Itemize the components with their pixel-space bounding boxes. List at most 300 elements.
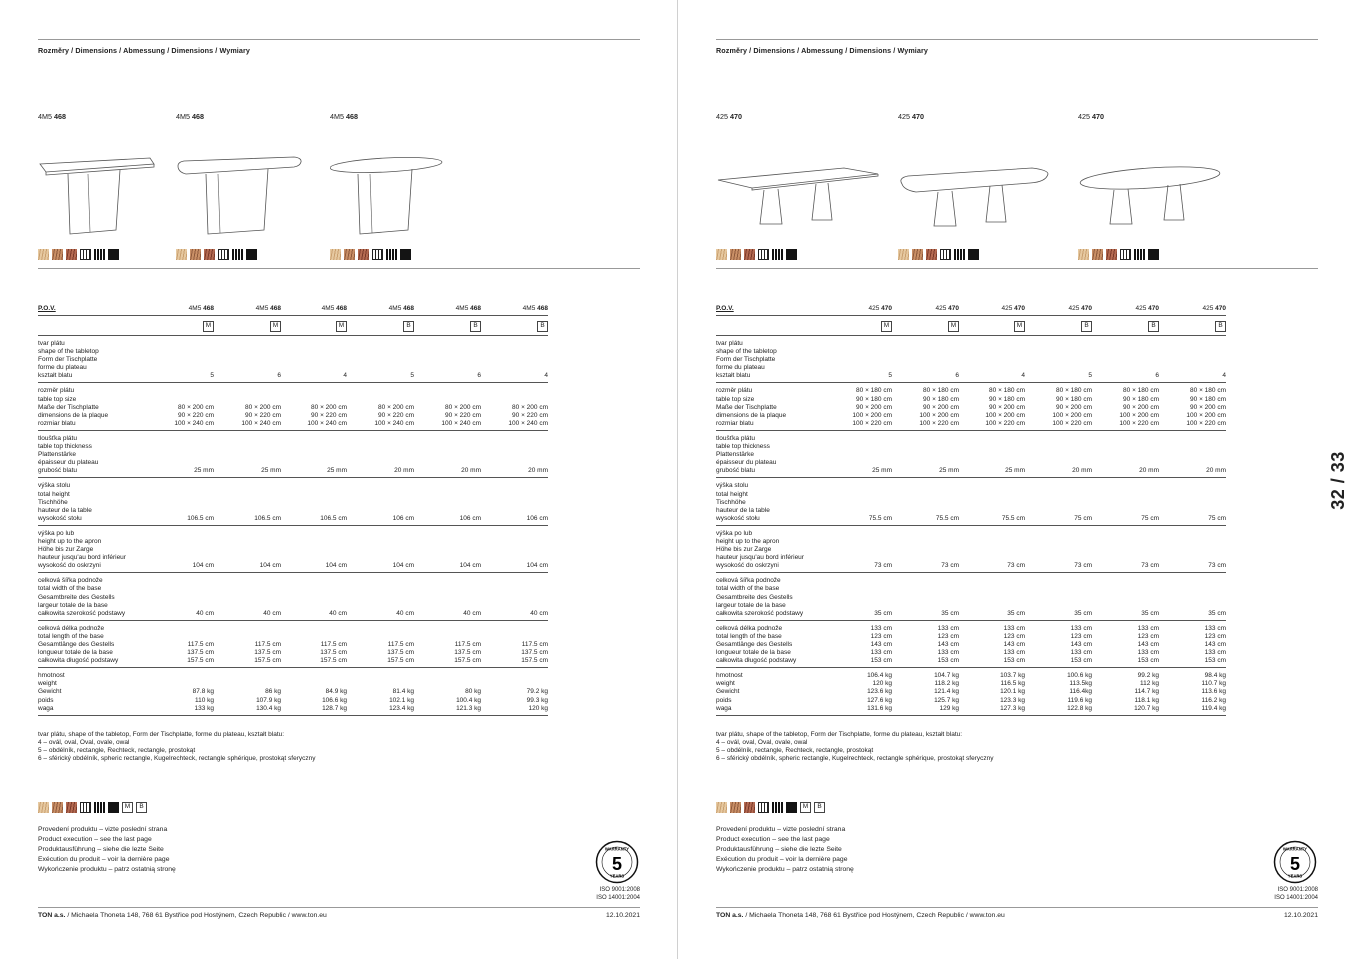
company-name: TON a.s.: [38, 912, 66, 919]
spec-value: 116.2 kg: [1201, 696, 1226, 704]
spec-header-row: [38, 302, 548, 316]
spec-value: 73 cm: [1007, 562, 1025, 570]
spec-value: 84.9 kg: [325, 688, 347, 696]
footnote-line: 4 – ovál, oval, Oval, ovale, owal: [716, 739, 808, 746]
spec-value: 157.5 cm: [187, 657, 214, 665]
spec-value: 112 kg: [1139, 680, 1159, 688]
spec-label: total width of the base: [38, 585, 102, 593]
spec-value: 103.7 kg: [1000, 672, 1025, 680]
spec-label: longueur totale de la base: [716, 649, 791, 657]
spec-value: 6: [955, 372, 959, 380]
spec-value: 106 cm: [392, 514, 414, 522]
spec-value: 104.7 kg: [934, 672, 959, 680]
spec-label: épaisseur du plateau: [716, 459, 777, 467]
spec-label: longueur totale de la base: [38, 649, 113, 657]
model-column-header: 4M5 468: [522, 305, 548, 312]
spec-value: 99.2 kg: [1137, 672, 1159, 680]
spec-value: 80 × 180 cm: [856, 387, 892, 395]
spec-value: 123 cm: [1204, 632, 1226, 640]
spec-value-cell: [468, 372, 548, 380]
badge-m: M: [122, 802, 133, 813]
svg-text:YEARS: YEARS: [609, 873, 625, 879]
spec-value: 153 cm: [870, 657, 892, 665]
spec-value: 121.4 kg: [934, 688, 959, 696]
spec-value: 100 × 240 cm: [241, 419, 281, 427]
spec-value: 80 × 200 cm: [178, 403, 214, 411]
spec-label: výška po lub: [716, 529, 753, 537]
variant-badge: B: [1081, 321, 1092, 332]
bottom-rule: [716, 907, 1318, 908]
spec-value: 25 mm: [261, 467, 281, 475]
spec-value: 143 cm: [1204, 641, 1226, 648]
oak-swatch: [898, 249, 909, 260]
spec-value: 107.9 kg: [256, 696, 281, 704]
spec-value: 4: [544, 372, 548, 380]
spec-value: 117.5 cm: [521, 641, 548, 648]
spec-value: 133 cm: [1003, 649, 1025, 657]
spec-value: 121.3 kg: [456, 704, 481, 712]
iso-line: ISO 14001:2004: [596, 894, 640, 901]
company-address: / Michaela Thoneta 148, 768 61 Bystřice pod Hostýnem, Czech Republic / www.ton.eu: [743, 912, 1005, 919]
spec-value: 100 × 240 cm: [174, 419, 214, 427]
finish-swatches: [330, 249, 411, 260]
spec-row: [716, 573, 1226, 620]
spec-value: 104 cm: [192, 562, 214, 570]
spec-label: kształt blatu: [38, 372, 73, 380]
spec-header-row: [716, 302, 1226, 316]
spec-value: 75 cm: [1074, 514, 1092, 522]
spec-row: [716, 526, 1226, 573]
cherry-swatch: [66, 802, 77, 813]
spec-value: 104 cm: [459, 562, 481, 570]
oak-swatch: [176, 249, 187, 260]
spec-value-cell: [468, 562, 548, 570]
spec-value: 20 mm: [461, 467, 481, 475]
spec-value: 20 mm: [1072, 467, 1092, 475]
spec-value: 90 × 200 cm: [989, 403, 1025, 411]
spec-label: výška stolu: [716, 482, 749, 490]
spec-value: 133 cm: [937, 649, 959, 657]
spec-label: całkowita szerokość podstawy: [716, 609, 804, 617]
spec-value: 123 cm: [1137, 632, 1159, 640]
model-label: 425 470: [1078, 112, 1104, 121]
spec-value: 113.5kg: [1069, 680, 1092, 688]
model-column-header: 4M5 468: [388, 305, 414, 312]
spec-value-cell: [1146, 467, 1226, 475]
spec-value: 117.5 cm: [454, 641, 481, 648]
company-address: / Michaela Thoneta 148, 768 61 Bystřice pod Hostýnem, Czech Republic / www.ton.eu: [65, 912, 327, 919]
spec-value: 143 cm: [1070, 641, 1092, 648]
black-stripe-swatch: [232, 249, 243, 260]
black-stripe-swatch: [1134, 249, 1145, 260]
spec-label: total length of the base: [716, 632, 782, 640]
spec-value: 90 × 220 cm: [245, 411, 281, 419]
cherry-swatch: [744, 249, 755, 260]
spec-table: [716, 302, 1226, 716]
walnut-swatch: [344, 249, 355, 260]
white-swatch: [372, 249, 383, 260]
spec-value: 118.1 kg: [1134, 696, 1159, 704]
spec-value: 133 cm: [1003, 624, 1025, 632]
spec-row: [716, 478, 1226, 525]
spec-value: 120 kg: [872, 680, 892, 688]
spec-value: 73 cm: [941, 562, 959, 570]
spec-label: wysokość do oskrzyni: [38, 562, 101, 570]
section-rule: [38, 268, 640, 269]
spec-value: 100 × 240 cm: [307, 419, 347, 427]
spec-value: 104 cm: [392, 562, 414, 570]
spec-value: 114.7 kg: [1134, 688, 1159, 696]
spec-value: 40 cm: [329, 609, 347, 617]
model-column-header: 425 470: [1068, 305, 1092, 312]
spec-value-cell: [468, 688, 548, 712]
spec-value: 133 cm: [870, 624, 892, 632]
spec-value: 157.5 cm: [454, 657, 481, 665]
spec-value: 80 × 200 cm: [311, 403, 347, 411]
model-label: 425 470: [716, 112, 742, 121]
spec-value: 123 cm: [1003, 632, 1025, 640]
black-stripe-swatch: [772, 802, 783, 813]
spec-label: výška stolu: [38, 482, 71, 490]
spec-value: 137.5 cm: [254, 649, 281, 657]
variant-badge: M: [336, 321, 347, 332]
oak-swatch: [716, 802, 727, 813]
spec-value: 157.5 cm: [521, 657, 548, 665]
footnote-line: tvar plátu, shape of the tabletop, Form der Tischplatte, forme du plateau, kształt blatu:: [716, 731, 963, 738]
spec-value: 123 cm: [937, 632, 959, 640]
spec-value: 104 cm: [259, 562, 281, 570]
spec-value: 100 × 220 cm: [1052, 419, 1092, 427]
spec-value: 87.8 kg: [192, 688, 214, 696]
oak-swatch: [38, 249, 49, 260]
cherry-swatch: [926, 249, 937, 260]
spec-label: tloušťka plátu: [716, 434, 755, 442]
spec-label: celková šířka podnože: [38, 577, 103, 585]
white-swatch: [1120, 249, 1131, 260]
spec-value: 116.4kg: [1069, 688, 1092, 696]
spec-value: 90 × 220 cm: [311, 411, 347, 419]
walnut-swatch: [912, 249, 923, 260]
spec-value: 157.5 cm: [254, 657, 281, 665]
exec-line: Provedení produktu – vizte poslední strana: [716, 826, 846, 833]
variant-badge: B: [1148, 321, 1159, 332]
spec-value: 80 × 180 cm: [1190, 387, 1226, 395]
spec-row: [38, 478, 548, 525]
document-date: 12.10.2021: [605, 912, 640, 919]
variant-badge: M: [203, 321, 214, 332]
spec-label: Gesamtlänge des Gestells: [38, 641, 115, 648]
svg-text:5: 5: [611, 854, 623, 874]
spec-value: 90 × 180 cm: [923, 395, 959, 403]
spec-value: 100 × 200 cm: [1186, 411, 1226, 419]
spec-label: forme du plateau: [716, 364, 765, 372]
variant-badge: B: [537, 321, 548, 332]
exec-line: Wykończenie produktu – patrz ostatnią stronę: [716, 866, 854, 873]
spec-value: 80 × 180 cm: [1123, 387, 1159, 395]
black-swatch: [1148, 249, 1159, 260]
spec-label: table top size: [38, 395, 77, 403]
spec-value: 130.4 kg: [256, 704, 281, 712]
oak-swatch: [330, 249, 341, 260]
spec-value: 90 × 200 cm: [923, 403, 959, 411]
spec-value: 137.5 cm: [521, 649, 548, 657]
spec-label: dimensions de la plaque: [716, 411, 787, 419]
spec-table: [38, 302, 548, 716]
spec-value: 131.6 kg: [867, 704, 892, 712]
spec-value: 153 cm: [1003, 657, 1025, 665]
spec-label: hmotnost: [716, 672, 743, 680]
spec-value: 5: [210, 372, 214, 380]
section-rule: [716, 268, 1318, 269]
svg-text:WARRANTY: WARRANTY: [604, 846, 630, 852]
spec-label: Gesamtbreite des Gestells: [38, 593, 115, 601]
spec-value: 106 cm: [526, 514, 548, 522]
spec-value: 86 kg: [265, 688, 281, 696]
spec-value: 98.4 kg: [1204, 672, 1226, 680]
model-column-header: 4M5 468: [321, 305, 347, 312]
warranty-seal-icon: [595, 840, 639, 884]
white-swatch: [80, 249, 91, 260]
spec-value: 106 cm: [459, 514, 481, 522]
spec-row: [38, 526, 548, 573]
spec-label: celková délka podnože: [38, 624, 105, 632]
variant-badge: M: [1014, 321, 1025, 332]
spec-value: 25 mm: [194, 467, 214, 475]
model-column-header: 425 470: [1135, 305, 1159, 312]
spec-value: 143 cm: [937, 641, 959, 648]
walnut-swatch: [190, 249, 201, 260]
variant-badge: B: [403, 321, 414, 332]
spec-label: Maße der Tischplatte: [38, 403, 99, 411]
spec-value: 90 × 180 cm: [1056, 395, 1092, 403]
spec-label: shape of the tabletop: [38, 348, 99, 356]
spec-label: Gewicht: [38, 688, 62, 696]
spec-value: 35 cm: [1007, 609, 1025, 617]
spec-value: 127.6 kg: [867, 696, 892, 704]
execution-note: [38, 825, 176, 875]
spec-value: 133 kg: [194, 704, 214, 712]
spec-label: Tischhöhe: [38, 498, 68, 506]
spec-value: 75 cm: [1208, 514, 1226, 522]
model-column-header: 425 470: [1001, 305, 1025, 312]
model-column-header: 425 470: [1202, 305, 1226, 312]
walnut-swatch: [52, 802, 63, 813]
spec-value-cell: [1146, 515, 1226, 523]
top-rule: [38, 39, 640, 40]
spec-row: [716, 383, 1226, 430]
spec-value: 106.4 kg: [867, 672, 892, 680]
spec-label: výška po lub: [38, 529, 75, 537]
spec-label: Höhe bis zur Zarge: [716, 546, 772, 554]
cherry-swatch: [1106, 249, 1117, 260]
table-drawing-oval: [1078, 160, 1228, 235]
spec-value: 100 × 240 cm: [374, 419, 414, 427]
footnote-line: 6 – sférický obdélník, spheric rectangle, Kugelrechteck, rectangle sphérique, prostokąt sferyczny: [38, 755, 316, 762]
spec-value: 133 cm: [937, 624, 959, 632]
spec-value: 6: [477, 372, 481, 380]
exec-line: Product execution – see the last page: [716, 836, 830, 843]
spec-value: 5: [888, 372, 892, 380]
shape-footnote: [716, 731, 993, 763]
spec-label: largeur totale de la base: [38, 601, 108, 609]
spec-value: 80 × 180 cm: [1056, 387, 1092, 395]
spec-value: 123.6 kg: [867, 688, 892, 696]
iso-line: ISO 9001:2008: [599, 887, 640, 893]
spec-label: waga: [716, 704, 732, 712]
model-column-header: 425 470: [935, 305, 959, 312]
spec-label: kształt blatu: [716, 372, 751, 380]
spec-label: grubość blatu: [716, 467, 756, 475]
spec-value: 100 × 240 cm: [441, 419, 481, 427]
spec-label: table top thickness: [716, 443, 770, 451]
spec-value: 127.3 kg: [1000, 704, 1025, 712]
spec-value: 100 × 220 cm: [1119, 419, 1159, 427]
spec-value: 80 × 180 cm: [923, 387, 959, 395]
spec-value-cell: [468, 467, 548, 475]
spec-value: 20 mm: [528, 467, 548, 475]
model-column-header: 425 470: [868, 305, 892, 312]
spec-value: 123.4 kg: [389, 704, 414, 712]
spec-value: 118.2 kg: [934, 680, 959, 688]
spec-value: 143 cm: [1003, 641, 1025, 648]
spec-value: 35 cm: [1074, 609, 1092, 617]
black-swatch: [786, 802, 797, 813]
spec-value: 73 cm: [1208, 562, 1226, 570]
page-number: [1323, 440, 1353, 520]
finish-swatches: [1078, 249, 1159, 260]
exec-line: Produktausführung – siehe die lezte Seite: [38, 846, 164, 853]
oak-swatch: [716, 249, 727, 260]
spec-label: całkowita długość podstawy: [38, 657, 119, 665]
model-column-header: 4M5 468: [188, 305, 214, 312]
spec-label: wysokość stołu: [38, 514, 82, 522]
spec-label: grubość blatu: [38, 467, 78, 475]
badge-row: [38, 316, 548, 336]
spec-value: 125.7 kg: [934, 696, 959, 704]
spec-row: [38, 383, 548, 430]
svg-text:YEARS: YEARS: [1287, 873, 1303, 879]
spec-value: 123 cm: [1070, 632, 1092, 640]
spec-label: height up to the apron: [38, 537, 102, 545]
spec-value: 25 mm: [1005, 467, 1025, 475]
spec-value: 25 mm: [939, 467, 959, 475]
spread-divider: [677, 0, 678, 959]
spec-label: total length of the base: [38, 632, 104, 640]
spec-value: 40 cm: [463, 609, 481, 617]
finish-swatches: [716, 249, 797, 260]
spec-value: 4: [343, 372, 347, 380]
spec-label: całkowita szerokość podstawy: [38, 609, 126, 617]
spec-value: 116.5 kg: [1000, 680, 1025, 688]
spec-value: 100 × 200 cm: [985, 411, 1025, 419]
spec-value: 120 kg: [528, 704, 548, 712]
spec-value: 40 cm: [396, 609, 414, 617]
spec-value: 117.5 cm: [387, 641, 414, 648]
footnote-line: 5 – obdélník, rectangle, Rechteck, rectangle, prostokąt: [38, 747, 196, 754]
spec-row: [716, 621, 1226, 668]
spec-row: [716, 431, 1226, 478]
spec-value: 100.4 kg: [456, 696, 481, 704]
oak-swatch: [1078, 249, 1089, 260]
spec-value: 123.3 kg: [1000, 696, 1025, 704]
shape-footnote: [38, 731, 315, 763]
spec-value: 90 × 220 cm: [512, 411, 548, 419]
spec-label: celková šířka podnože: [716, 577, 781, 585]
spec-value-cell: [1146, 625, 1226, 665]
iso-certification: [1274, 887, 1318, 902]
iso-line: ISO 9001:2008: [1277, 887, 1318, 893]
spec-label: Tischhöhe: [716, 498, 746, 506]
spec-value: 90 × 220 cm: [378, 411, 414, 419]
spec-value: 35 cm: [874, 609, 892, 617]
black-swatch: [968, 249, 979, 260]
spec-value: 100 × 240 cm: [508, 419, 548, 427]
walnut-swatch: [1092, 249, 1103, 260]
finish-legend: [38, 802, 147, 813]
spec-value: 117.5 cm: [187, 641, 214, 648]
white-swatch: [80, 802, 91, 813]
spec-row: [716, 668, 1226, 715]
spec-label: wysokość stołu: [716, 514, 760, 522]
black-swatch: [786, 249, 797, 260]
page-left: [38, 0, 640, 959]
spec-value-cell: [1146, 672, 1226, 712]
spec-label: Form der Tischplatte: [716, 356, 776, 364]
spec-value: 137.5 cm: [454, 649, 481, 657]
spec-label: hmotnost: [38, 672, 65, 680]
spec-value: 110.7 kg: [1201, 680, 1226, 688]
spec-value: 90 × 220 cm: [445, 411, 481, 419]
document-date: 12.10.2021: [1283, 912, 1318, 919]
finish-swatches: [898, 249, 979, 260]
spec-value: 100 × 200 cm: [852, 411, 892, 419]
badge-b: B: [814, 802, 825, 813]
spec-value-cell: [1146, 610, 1226, 618]
iso-certification: [596, 887, 640, 902]
spec-value: 133 cm: [870, 649, 892, 657]
spec-label: weight: [716, 680, 735, 688]
spec-value: 35 cm: [941, 609, 959, 617]
spec-label: Plattenstärke: [716, 451, 754, 459]
exec-line: Provedení produktu – vizte poslední strana: [38, 826, 168, 833]
variant-badge: M: [881, 321, 892, 332]
spec-value: 40 cm: [196, 609, 214, 617]
walnut-swatch: [730, 802, 741, 813]
svg-text:WARRANTY: WARRANTY: [1282, 846, 1308, 852]
black-stripe-swatch: [386, 249, 397, 260]
spec-label: Form der Tischplatte: [38, 356, 98, 364]
spec-value: 153 cm: [1204, 657, 1226, 665]
spec-value: 75.5 cm: [868, 514, 892, 522]
spec-label: hauteur de la table: [38, 506, 92, 514]
spec-label: Maße der Tischplatte: [716, 403, 777, 411]
spec-value: 80 × 200 cm: [512, 403, 548, 411]
spec-value: 100 × 220 cm: [1186, 419, 1226, 427]
spec-label: całkowita długość podstawy: [716, 657, 797, 665]
model-label: 4M5 468: [38, 112, 66, 121]
spec-value: 133 cm: [1137, 649, 1159, 657]
spec-value: 35 cm: [1208, 609, 1226, 617]
spec-label: hauteur jusqu'au bord inférieur: [716, 554, 804, 562]
black-swatch: [108, 249, 119, 260]
spec-value: 100 × 200 cm: [1119, 411, 1159, 419]
spec-value: 40 cm: [530, 609, 548, 617]
spec-label: rozmiar blatu: [716, 419, 754, 427]
spec-value: 123 cm: [870, 632, 892, 640]
svg-text:5: 5: [1289, 854, 1301, 874]
footnote-line: 5 – obdélník, rectangle, Rechteck, rectangle, prostokąt: [716, 747, 874, 754]
finish-swatches: [38, 249, 119, 260]
